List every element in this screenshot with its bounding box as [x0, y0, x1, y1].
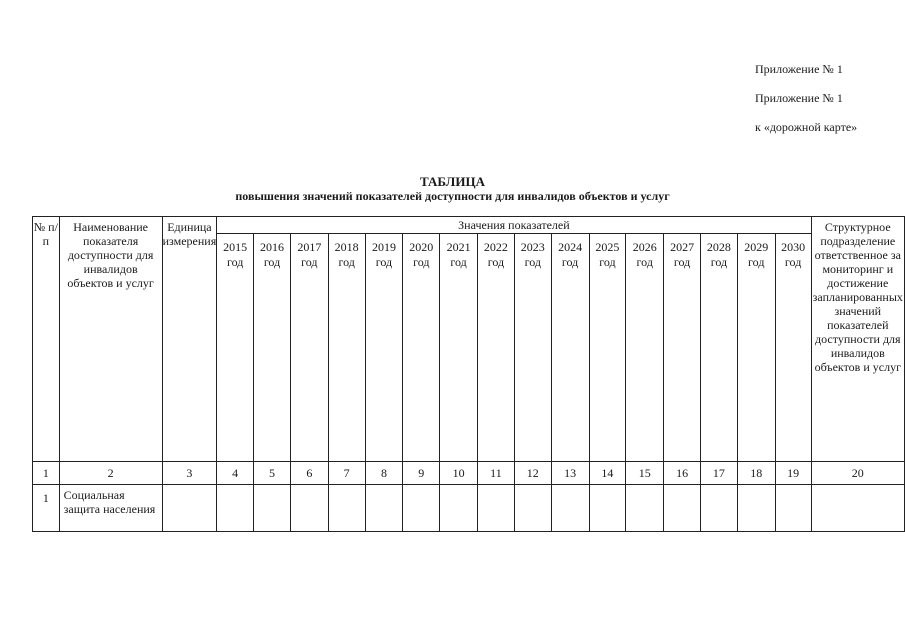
header-year: 2015 год	[217, 234, 254, 462]
row-value-cell	[514, 485, 551, 532]
page-title: ТАБЛИЦА	[420, 174, 485, 189]
header-year: 2021 год	[440, 234, 478, 462]
header-year: 2016 год	[254, 234, 291, 462]
appendix-line-1: Приложение № 1	[755, 62, 843, 76]
indicators-table	[32, 216, 905, 532]
header-year: 2025 год	[589, 234, 626, 462]
row-value-cell	[775, 485, 811, 532]
row-value-cell	[328, 485, 365, 532]
header-year: 2019 год	[365, 234, 403, 462]
column-number: 12	[514, 462, 551, 485]
header-unit: Единица измерения	[162, 217, 217, 462]
column-number: 17	[701, 462, 738, 485]
row-value-cell	[551, 485, 589, 532]
column-number: 7	[328, 462, 365, 485]
column-number: 16	[664, 462, 701, 485]
column-number: 11	[478, 462, 515, 485]
appendix-line-2: Приложение № 1	[755, 91, 843, 105]
row-indicator-name: Социальная защита населения	[59, 485, 162, 532]
column-number: 14	[589, 462, 626, 485]
column-number: 4	[217, 462, 254, 485]
header-year: 2028 год	[701, 234, 738, 462]
header-indicator-name: Наименование показателя доступности для инвалидов объектов и услуг	[59, 217, 162, 462]
header-year: 2026 год	[626, 234, 664, 462]
row-value-cell	[478, 485, 515, 532]
column-number: 10	[440, 462, 478, 485]
row-value-cell	[162, 485, 217, 532]
header-year: 2030 год	[775, 234, 811, 462]
column-number: 8	[365, 462, 403, 485]
row-value-cell	[589, 485, 626, 532]
header-year: 2029 год	[737, 234, 775, 462]
column-number: 13	[551, 462, 589, 485]
row-value-cell	[701, 485, 738, 532]
header-responsible-dept: Структурное подразделение ответственное за мониторинг и достижение запланированных значений показателей доступности для инвалидов объектов и услуг	[811, 217, 904, 462]
header-year: 2017 год	[290, 234, 328, 462]
header-year: 2018 год	[328, 234, 365, 462]
row-value-cell	[626, 485, 664, 532]
header-num: № п/п	[33, 217, 60, 462]
header-year: 2020 год	[403, 234, 440, 462]
column-number: 9	[403, 462, 440, 485]
column-number: 19	[775, 462, 811, 485]
page-subtitle: повышения значений показателей доступности для инвалидов объектов и услуг	[235, 189, 670, 203]
header-year: 2024 год	[551, 234, 589, 462]
column-number: 1	[33, 462, 60, 485]
row-value-cell	[290, 485, 328, 532]
column-number: 3	[162, 462, 217, 485]
row-value-cell	[403, 485, 440, 532]
header-year: 2022 год	[478, 234, 515, 462]
row-value-cell	[811, 485, 904, 532]
appendix-line-3: к «дорожной карте»	[755, 120, 858, 134]
column-number: 6	[290, 462, 328, 485]
row-value-cell	[440, 485, 478, 532]
header-year: 2023 год	[514, 234, 551, 462]
header-year: 2027 год	[664, 234, 701, 462]
column-number: 5	[254, 462, 291, 485]
header-values: Значения показателей	[217, 217, 811, 234]
column-number: 2	[59, 462, 162, 485]
column-number: 15	[626, 462, 664, 485]
row-value-cell	[217, 485, 254, 532]
column-number: 18	[737, 462, 775, 485]
row-value-cell	[664, 485, 701, 532]
row-value-cell	[254, 485, 291, 532]
row-number: 1	[33, 485, 60, 532]
row-value-cell	[737, 485, 775, 532]
row-value-cell	[365, 485, 403, 532]
column-number: 20	[811, 462, 904, 485]
